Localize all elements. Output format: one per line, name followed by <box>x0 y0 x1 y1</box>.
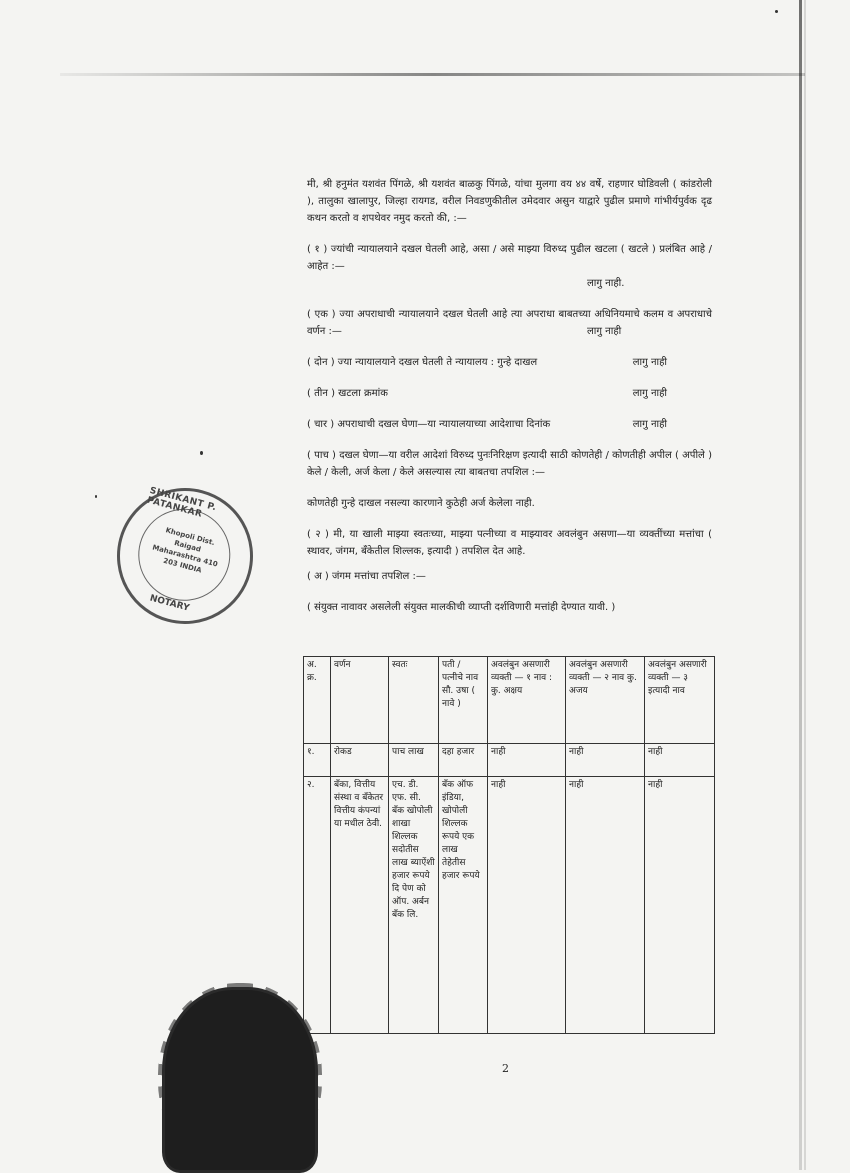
table-cell: नाही <box>566 777 645 1034</box>
item-1-not-applicable: लागु नाही. <box>587 278 625 289</box>
notary-title: NOTARY <box>148 593 191 614</box>
table-cell: पाच लाख <box>389 744 439 777</box>
item-a-text: ( अ ) जंगम मत्तांचा तपशिल :— <box>307 571 426 582</box>
table-cell: रोकड <box>331 744 389 777</box>
header-serial: अ. क्र. <box>304 657 331 744</box>
table-cell: नाही <box>645 777 715 1034</box>
table-cell: नाही <box>645 744 715 777</box>
header-description: वर्णन <box>331 657 389 744</box>
notary-place: Khopoli Dist. Raigad Maharashtra 410 203 INDIA <box>151 526 219 575</box>
header-spouse: पती / पत्नीचे नाव सौ. उषा ( नावे ) <box>439 657 488 744</box>
table-row <box>304 777 715 1034</box>
item-char-row <box>307 416 712 433</box>
table-cell: एच. डी. एफ. सी. बँक खोपोली शाखा शिल्लक सदोतीस लाख ब्याऐंशी हजार रूपये दि पेण को ऑप. अर्बन बँक लि. <box>389 777 439 1034</box>
item-pach-text: ( पाच ) दखल घेणा—या वरील आदेशां विरुध्द पुनःनिरिक्षण इत्यादी साठी कोणतेही / कोणतीही अपील ( अपीले ) केले / केली, अर्ज केला / केले असल्यास त्या बाबतचा तपशिल :— <box>307 450 712 478</box>
notary-stamp <box>102 473 269 640</box>
scan-speck <box>95 495 97 498</box>
page-number: 2 <box>502 1062 509 1075</box>
item-teen-row <box>307 385 712 402</box>
joint-ownership-note: ( संयुक्त नावावर असलेली संयुक्त मालकीची व्याप्ती दर्शविणारी मत्तांही देण्यात यावी. ) <box>307 602 616 613</box>
item-2-text: ( २ ) मी, या खाली माझ्या स्वतःच्या, माझ्या पत्नीच्या व माझ्यावर अवलंबुन असणा—या व्यक्तींच्या मत्तांचा ( स्थावर, जंगम, बँकेतील शिल्लक, इत्यादी ) तपशिल देत आहे. <box>307 529 712 557</box>
item-ek-text: ( एक ) ज्या अपराधाची न्यायालयाने दखल घेतली आहे त्या अपराधा बाबतच्या अधिनियमाचे कलम व अपराधाचे वर्णन :— <box>307 309 712 337</box>
item-don-row <box>307 354 712 371</box>
scan-speck <box>775 10 778 13</box>
no-case-statement: कोणतेही गुन्हे दाखल नसल्या कारणाने कुठेही अर्ज केलेला नाही. <box>307 498 535 509</box>
item-don-text: ( दोन ) ज्या न्यायालयाने दखल घेतली ते न्यायालय : गुन्हे दाखल <box>307 357 538 368</box>
item-teen-not-applicable: लागु नाही <box>632 388 667 399</box>
table-cell: बँका, वित्तीय संस्था व बँकेतर वित्तीय कंपन्यां या मधील ठेवी. <box>331 777 389 1034</box>
table-header-row <box>304 657 715 744</box>
table-cell: दहा हजार <box>439 744 488 777</box>
notary-name: SHRIKANT P. PATANKAR <box>145 485 218 520</box>
table-cell: २. <box>304 777 331 1034</box>
header-dependent-3: अवलंबुन असणारी व्यक्ती — ३ इत्यादी नाव <box>645 657 715 744</box>
table-cell: १. <box>304 744 331 777</box>
scan-right-edge-shadow <box>804 0 806 1170</box>
item-1-text: ( १ ) ज्यांची न्यायालयाने दखल घेतली आहे, असा / असे माझ्या विरुध्द पुढील खटला ( खटले ) प्रलंबित आहे / आहेत :— <box>307 244 712 272</box>
item-char-not-applicable: लागु नाही <box>632 419 667 430</box>
intro-paragraph: मी, श्री हनुमंत यशवंत पिंगळे, श्री यशवंत बाळकु पिंगळे, यांचा मुलगा वय ४४ वर्षे, राहणार घोडिवली ( कांडरोली ), तालुका खालापुर, जिल्हा रायगड, वरील निवडणुकीतील उमेदवार असुन याद्वारे पुढील प्रमाणे गांभीर्यपुर्वक दृढ कथन करतो व शपथेवर नमुद करतो की, :— <box>307 179 712 224</box>
item-char-text: ( चार ) अपराधाची दखल घेणा—या न्यायालयाच्या आदेशाचा दिनांक <box>307 419 551 430</box>
table-cell: नाही <box>488 744 566 777</box>
scan-right-edge <box>799 0 802 1170</box>
table-cell: नाही <box>488 777 566 1034</box>
table-cell: बँक ऑफ इंडिया, खोपोली शिल्लक रूपये एक लाख तेहेतीस हजार रूपये <box>439 777 488 1034</box>
header-dependent-1: अवलंबुन असणारी व्यक्ती — १ नाव : कु. अक्षय <box>488 657 566 744</box>
table-row <box>304 744 715 777</box>
notary-seal-sticker <box>165 990 315 1170</box>
header-self: स्वतः <box>389 657 439 744</box>
affidavit-body <box>307 176 712 616</box>
item-ek-not-applicable: लागु नाही <box>587 326 622 337</box>
movable-assets-table <box>303 656 715 1034</box>
table-cell: नाही <box>566 744 645 777</box>
scan-top-edge <box>60 73 805 76</box>
header-dependent-2: अवलंबुन असणारी व्यक्ती — २ नाव कु. अजय <box>566 657 645 744</box>
item-teen-text: ( तीन ) खटला क्रमांक <box>307 388 388 399</box>
scan-speck <box>200 451 203 455</box>
item-don-not-applicable: लागु नाही <box>632 357 667 368</box>
